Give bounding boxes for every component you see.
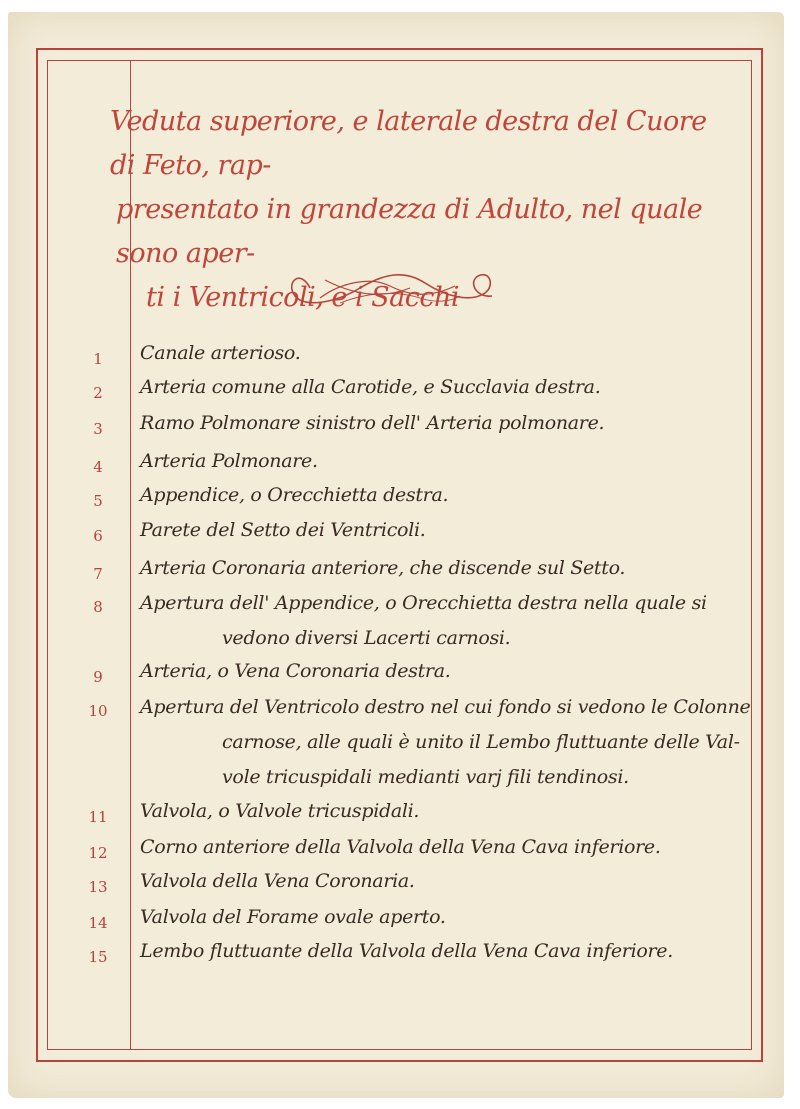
legend-text: Valvola della Vena Coronaria.: [140, 870, 415, 892]
calligraphic-flourish-icon: [280, 258, 500, 318]
legend-number: 8: [93, 598, 103, 616]
legend-number: 10: [88, 702, 108, 720]
legend-text: Ramo Polmonare sinistro dell' Arteria polmonare.: [140, 412, 605, 434]
legend-number: 12: [88, 844, 108, 862]
legend-number: 5: [93, 492, 103, 510]
legend-text: carnose, alle quali è unito il Lembo fluttuante delle Val-: [222, 731, 740, 753]
legend-number: 3: [93, 420, 103, 438]
legend-number: 11: [88, 808, 108, 826]
title-line-2: presentato in grandezza di Adulto, nel quale sono aper-: [116, 194, 703, 269]
legend-text: Apertura dell' Appendice, o Orecchietta destra nella quale si: [140, 592, 707, 614]
legend-text: Arteria Polmonare.: [140, 450, 318, 472]
title-line-1: Veduta superiore, e laterale destra del Cuore di Feto, rap-: [110, 106, 707, 181]
legend-text: vedono diversi Lacerti carnosi.: [222, 627, 511, 649]
legend-text: Apertura del Ventricolo destro nel cui fondo si vedono le Colonne: [140, 696, 751, 718]
legend-text: Lembo fluttuante della Valvola della Vena Cava inferiore.: [140, 940, 673, 962]
legend-text: Parete del Setto dei Ventricoli.: [140, 519, 426, 541]
legend-number: 6: [93, 527, 103, 545]
legend-text: Arteria comune alla Carotide, e Succlavia destra.: [140, 376, 601, 398]
legend-number: 15: [88, 948, 108, 966]
legend-text: Valvola del Forame ovale aperto.: [140, 906, 446, 928]
title-line-3: ti i Ventricoli, e i Sacchi: [146, 282, 460, 313]
legend-text: Arteria, o Vena Coronaria destra.: [140, 660, 451, 682]
legend-text: Appendice, o Orecchietta destra.: [140, 484, 449, 506]
legend-text: Canale arterioso.: [140, 342, 301, 364]
legend-number: 4: [93, 458, 103, 476]
legend-text: vole tricuspidali medianti varj fili tendinosi.: [222, 766, 629, 788]
legend-number: 2: [93, 384, 103, 402]
legend-text: Corno anteriore della Valvola della Vena Cava inferiore.: [140, 836, 661, 858]
legend-number: 14: [88, 914, 108, 932]
legend-text: Arteria Coronaria anteriore, che discende sul Setto.: [140, 557, 626, 579]
legend-number: 7: [93, 565, 103, 583]
legend-number: 1: [93, 350, 103, 368]
legend-text: Valvola, o Valvole tricuspidali.: [140, 800, 420, 822]
legend-number: 13: [88, 878, 108, 896]
legend-number: 9: [93, 668, 103, 686]
